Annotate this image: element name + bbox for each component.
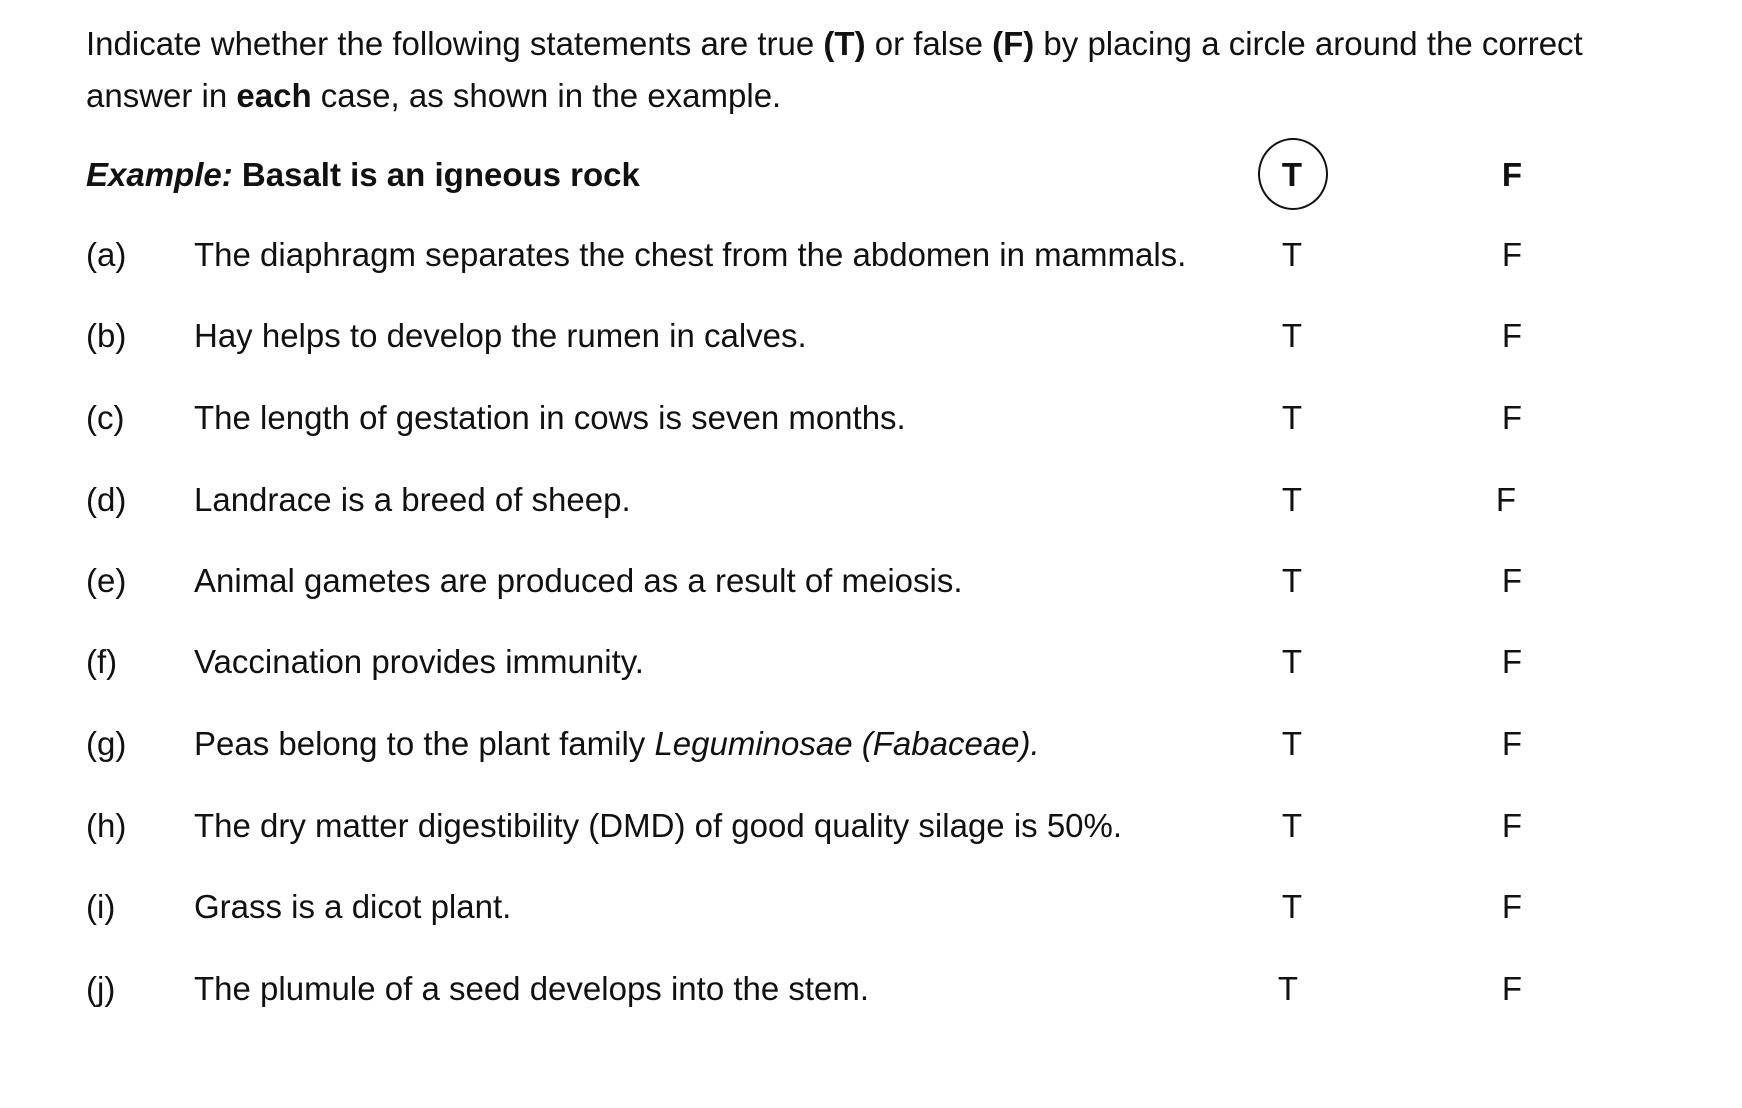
question-text: The diaphragm separates the chest from the abdomen in mammals. — [194, 236, 1187, 273]
question-text: The length of gestation in cows is seven months. — [194, 399, 906, 436]
question-text: The plumule of a seed develops into the stem. — [194, 970, 870, 1007]
question-letter: (e) — [86, 562, 127, 599]
question-letter: (j) — [86, 970, 116, 1007]
instructions-text-2: or false — [865, 25, 993, 62]
example-true-option[interactable]: T — [1281, 156, 1303, 193]
false-option[interactable]: F — [1501, 317, 1523, 354]
question-text-plain: Peas belong to the plant family — [194, 725, 655, 762]
question-text: Vaccination provides immunity. — [194, 643, 644, 680]
question-row-g — [86, 719, 1646, 775]
false-option[interactable]: F — [1501, 970, 1523, 1007]
true-option[interactable]: T — [1281, 236, 1303, 273]
question-text — [194, 725, 1040, 763]
example-text: Basalt is an igneous rock — [232, 156, 640, 193]
false-option[interactable]: F — [1501, 643, 1523, 680]
question-text: The dry matter digestibility (DMD) of good quality silage is 50%. — [194, 807, 1123, 844]
instructions-paragraph — [86, 18, 1646, 122]
question-letter: (c) — [86, 399, 125, 436]
question-row-b — [86, 311, 1646, 367]
true-option[interactable]: T — [1281, 317, 1303, 354]
question-letter: (g) — [86, 725, 127, 762]
example-label: Example: — [86, 156, 233, 193]
false-option[interactable]: F — [1501, 888, 1523, 925]
true-option[interactable]: T — [1277, 970, 1299, 1007]
question-row-d — [86, 475, 1646, 531]
false-option[interactable]: F — [1501, 236, 1523, 273]
false-option[interactable]: F — [1501, 807, 1523, 844]
true-option[interactable]: T — [1281, 888, 1303, 925]
false-option[interactable]: F — [1501, 725, 1523, 762]
question-row-i — [86, 882, 1646, 938]
question-letter: (b) — [86, 317, 127, 354]
example-false-option[interactable]: F — [1501, 156, 1523, 193]
true-option[interactable]: T — [1281, 725, 1303, 762]
example-row — [86, 150, 1646, 206]
false-option[interactable]: F — [1501, 562, 1523, 599]
question-text: Landrace is a breed of sheep. — [194, 481, 631, 518]
instructions-text-4: case, as shown in the example. — [311, 77, 782, 114]
instructions-text-1: Indicate whether the following statements are true — [86, 25, 824, 62]
question-row-h — [86, 801, 1646, 857]
plant-family-name: Leguminosae (Fabaceae). — [654, 725, 1040, 762]
question-row-f — [86, 637, 1646, 693]
true-option[interactable]: T — [1281, 481, 1303, 518]
true-option[interactable]: T — [1281, 643, 1303, 680]
question-text: Animal gametes are produced as a result of meiosis. — [194, 562, 963, 599]
example-statement — [86, 156, 640, 194]
true-option[interactable]: T — [1281, 807, 1303, 844]
question-letter: (d) — [86, 481, 127, 518]
question-row-e — [86, 556, 1646, 612]
question-letter: (f) — [86, 643, 118, 680]
question-text: Hay helps to develop the rumen in calves. — [194, 317, 807, 354]
question-letter: (i) — [86, 888, 116, 925]
question-letter: (h) — [86, 807, 127, 844]
question-row-a — [86, 230, 1646, 286]
question-row-j — [86, 964, 1646, 1020]
false-option[interactable]: F — [1495, 481, 1517, 518]
question-letter: (a) — [86, 236, 127, 273]
false-marker: (F) — [992, 25, 1035, 62]
instructions-text-3: by placing a circle around the correct answer in — [86, 25, 1583, 114]
false-option[interactable]: F — [1501, 399, 1523, 436]
true-option[interactable]: T — [1281, 562, 1303, 599]
true-marker: (T) — [823, 25, 866, 62]
question-text: Grass is a dicot plant. — [194, 888, 512, 925]
question-row-c — [86, 393, 1646, 449]
true-option[interactable]: T — [1281, 399, 1303, 436]
each-emphasis: each — [236, 77, 312, 114]
